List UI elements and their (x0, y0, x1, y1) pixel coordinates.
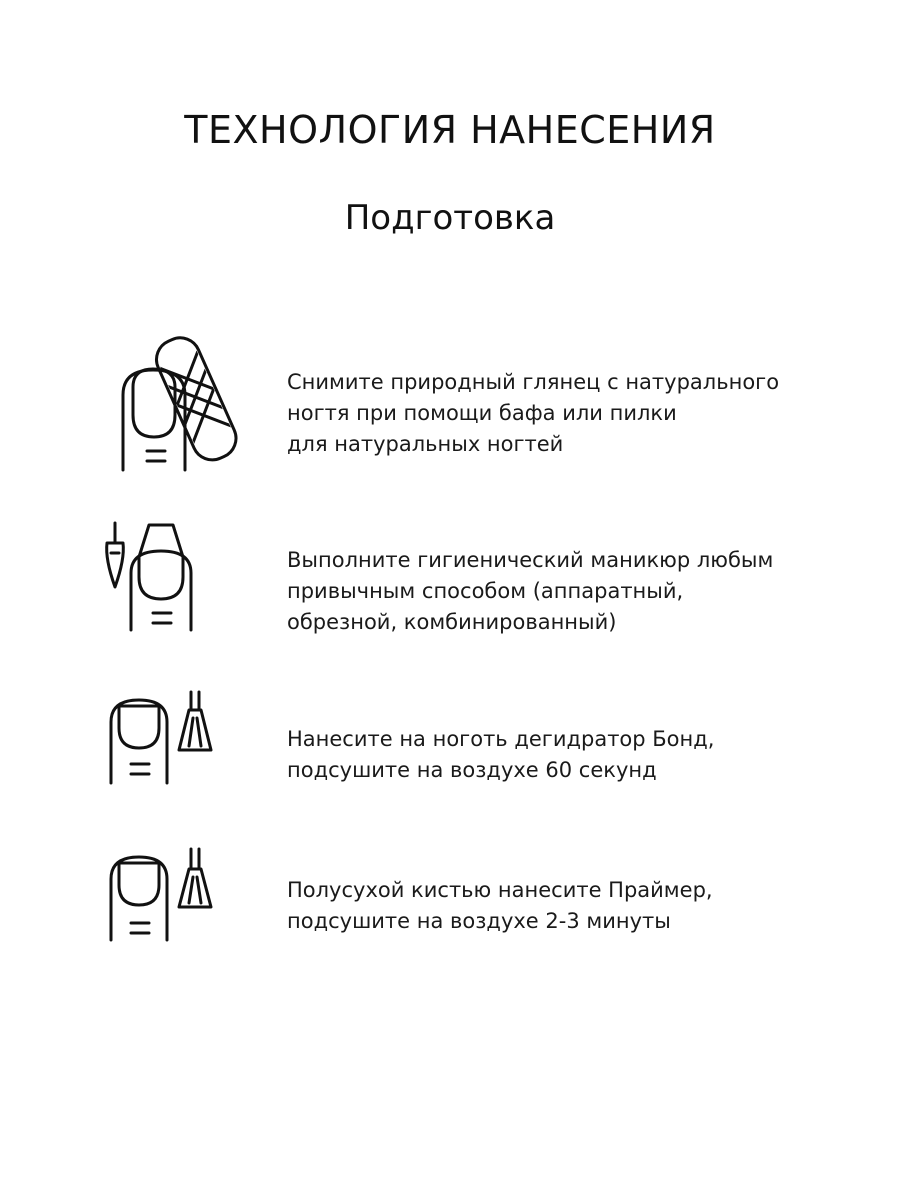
section-subtitle: Подготовка (344, 198, 556, 238)
step-2-line-3: обрезной, комбинированный) (287, 610, 617, 634)
step-1-line-1: Снимите природный глянец с натурального (287, 370, 780, 394)
step-4-line-2: подсушите на воздухе 2-3 минуты (287, 909, 671, 933)
step-1-line-2: ногтя при помощи бафа или пилки (287, 401, 677, 425)
step-4-text (287, 875, 847, 937)
nail-primer-icon (95, 845, 270, 1005)
step-3-text (287, 724, 847, 786)
step-3-line-2: подсушите на воздухе 60 секунд (287, 758, 657, 782)
step-1-text (287, 367, 847, 460)
nail-buffer-icon (95, 325, 270, 485)
manicure-icon (95, 515, 270, 675)
page-title: ТЕХНОЛОГИЯ НАНЕСЕНИЯ (184, 108, 716, 152)
step-4-line-1: Полусухой кистью нанесите Праймер, (287, 878, 713, 902)
step-2-text (287, 545, 847, 638)
step-2-line-1: Выполните гигиенический маникюр любым (287, 548, 774, 572)
step-2-line-2: привычным способом (аппаратный, (287, 579, 684, 603)
step-1-line-3: для натуральных ногтей (287, 432, 564, 456)
step-3-line-1: Нанесите на ноготь дегидратор Бонд, (287, 727, 715, 751)
nail-brush-icon (95, 688, 270, 848)
